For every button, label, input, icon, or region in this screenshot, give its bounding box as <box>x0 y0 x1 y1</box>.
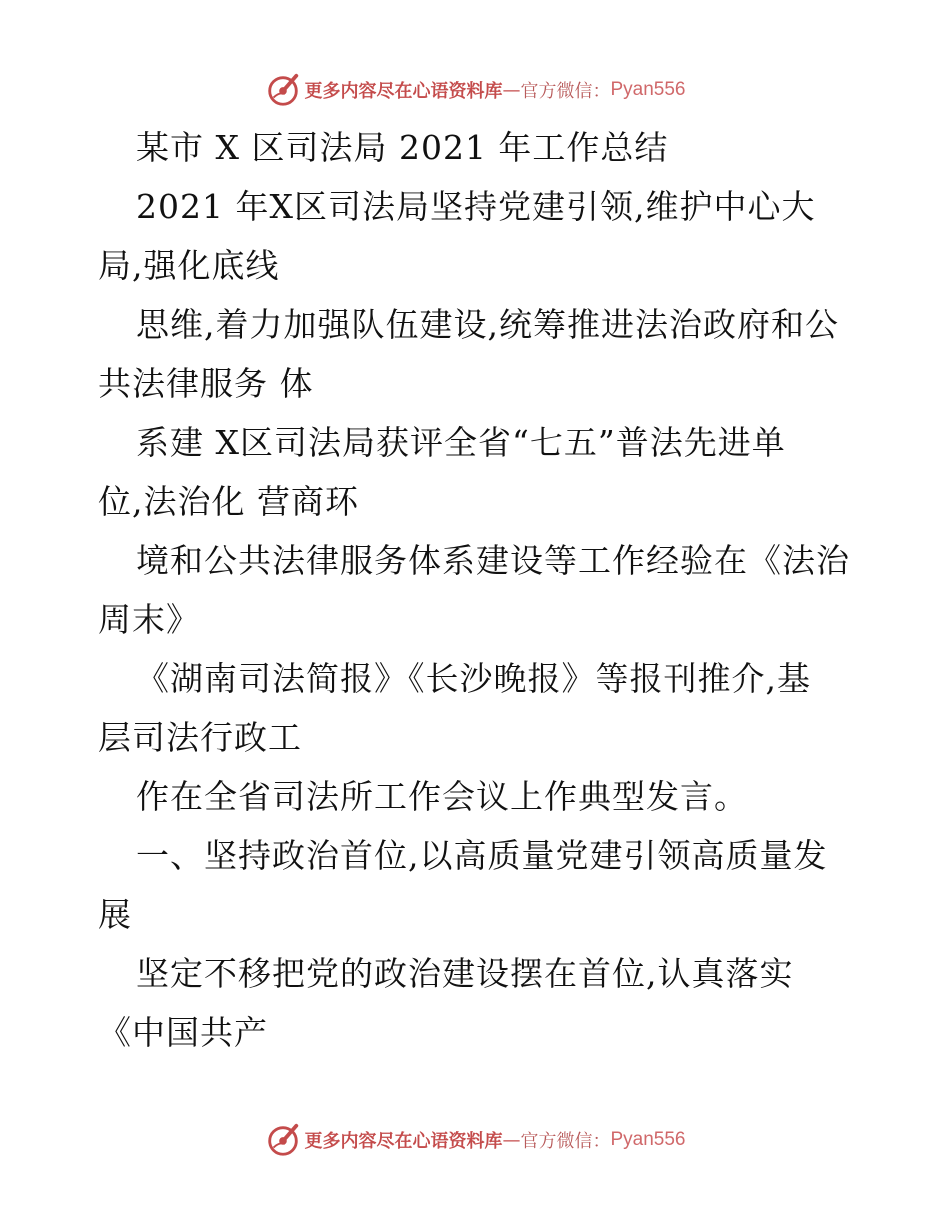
paragraph-line: 作在全省司法所工作会议上作典型发言。 <box>136 777 748 816</box>
pen-logo-icon <box>264 71 302 109</box>
header-banner-text: 更多内容尽在心语资料库 <box>304 81 503 102</box>
footer-wechat-id: Pyan556 <box>610 1129 686 1150</box>
paragraph-line: 位,法治化 营商环 <box>98 482 359 521</box>
header-banner <box>0 70 950 110</box>
paragraph-line: 系建 X区司法局获评全省“七五”普法先进单 <box>136 423 786 462</box>
paragraph-line: 局,强化底线 <box>98 246 280 285</box>
header-official-label: 官方微信： <box>520 81 611 102</box>
paragraph-line: 境和公共法律服务体系建设等工作经验在《法治 <box>136 541 850 580</box>
paragraph-line: 思维,着力加强队伍建设,统筹推进法治政府和公 <box>136 305 839 344</box>
footer-official-label: 官方微信： <box>520 1131 611 1152</box>
header-wechat-id: Pyan556 <box>610 79 686 100</box>
header-separator: — <box>502 79 521 101</box>
section-heading: 一、坚持政治首位,以高质量党建引领高质量发 <box>136 836 828 875</box>
document-title: 某市 X 区司法局 2021 年工作总结 <box>136 128 669 167</box>
paragraph-line: 层司法行政工 <box>98 718 302 757</box>
footer-separator: — <box>502 1129 521 1151</box>
document-body <box>98 118 858 1062</box>
footer-banner-text: 更多内容尽在心语资料库 <box>304 1131 503 1152</box>
footer-banner <box>0 1120 950 1160</box>
paragraph-line: 《中国共产 <box>98 1013 268 1052</box>
pen-logo-icon <box>264 1121 302 1159</box>
section-heading-continued: 展 <box>98 895 132 934</box>
paragraph-line: 2021 年X区司法局坚持党建引领,维护中心大 <box>136 187 816 226</box>
paragraph-line: 《湖南司法简报》《长沙晚报》等报刊推介,基 <box>136 659 811 698</box>
paragraph-line: 周末》 <box>98 600 200 639</box>
paragraph-line: 坚定不移把党的政治建设摆在首位,认真落实 <box>136 954 794 993</box>
paragraph-line: 共法律服务 体 <box>98 364 314 403</box>
